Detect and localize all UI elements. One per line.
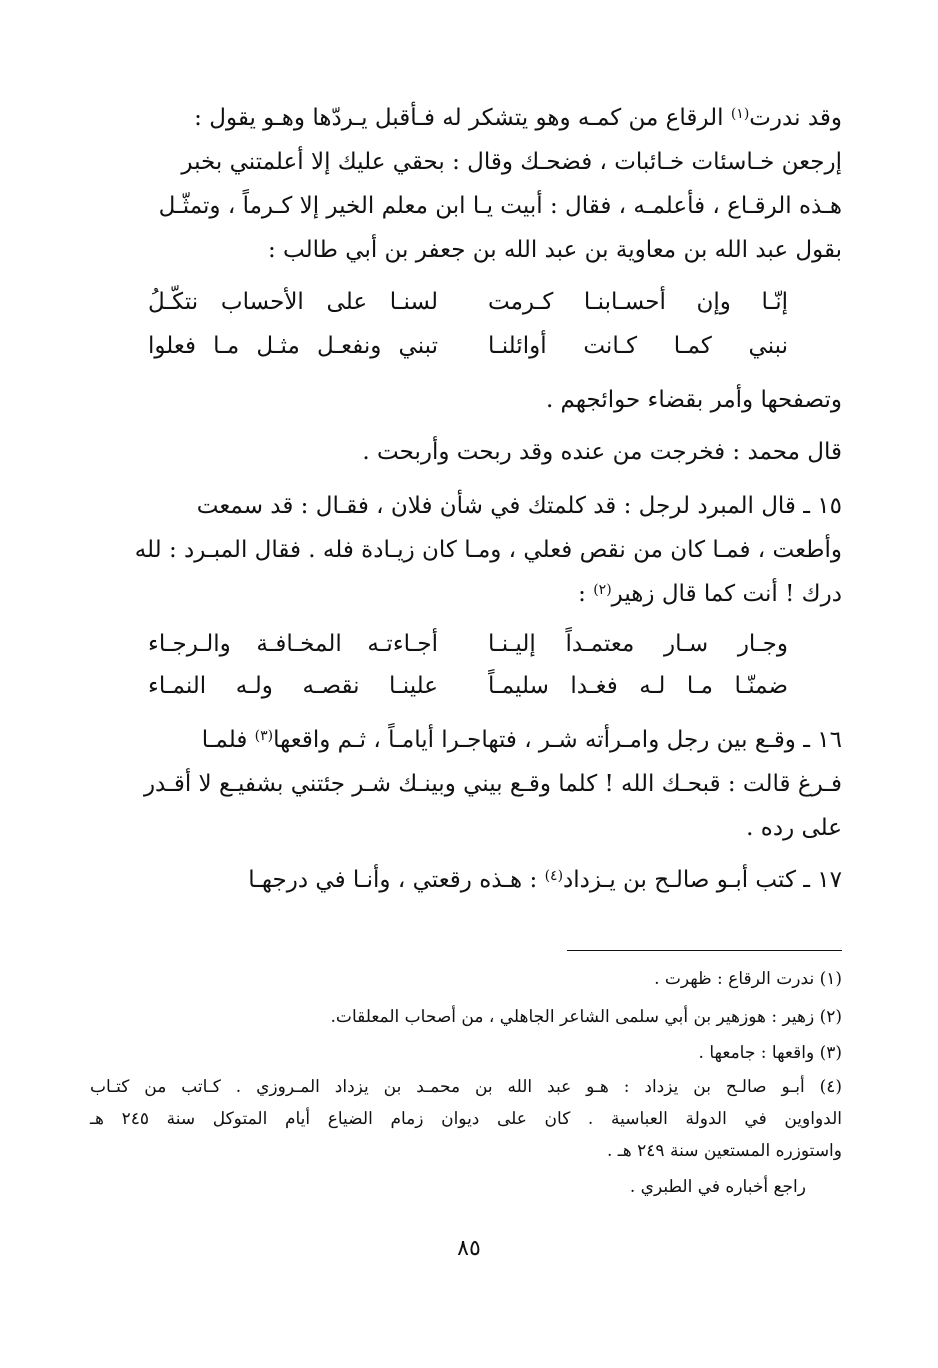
- page-number: ٨٥: [457, 1236, 481, 1261]
- footnote-continuation: واستوزره المستعين سنة ٢٤٩ هـ .: [607, 1141, 842, 1161]
- text-span: فلمـا: [201, 727, 255, 753]
- paragraph-line: [90, 572, 842, 616]
- footnote-separator: [567, 950, 842, 951]
- verse-second-hemistich: أجـاءتـه المخـافـة والـرجـاء: [148, 631, 438, 657]
- text-span: الرقاع من كمـه وهو يتشكر له فـأقبل يـردّها وهـو يقول :: [194, 105, 731, 131]
- poem-verse: [148, 280, 788, 324]
- footnote-continuation: الدواوين في الدولة العباسية . كان على ديوان زمام الضياع أيام المتوكل سنة ٢٤٥ هـ: [90, 1109, 842, 1129]
- footnote-ref[interactable]: (٢): [593, 582, 612, 598]
- footnote-ref[interactable]: (٤): [544, 868, 564, 884]
- paragraph-line: [90, 858, 842, 902]
- footnote: (١) ندرت الرقاع : ظهرت .: [654, 969, 842, 989]
- text-span: وقد ندرت: [749, 105, 842, 131]
- poem-verse: [148, 664, 788, 708]
- footnote-continuation: راجع أخباره في الطبري .: [629, 1177, 806, 1197]
- footnote: (٣) واقعها : جامعها .: [698, 1043, 842, 1063]
- footnote: (٤) أبـو صالـح بن يزداد : هـو عبد الله بن محمـد بن يزداد المـروزي . كـاتب من كتـاب: [90, 1077, 842, 1097]
- paragraph-line: وتصفحها وأمر بقضاء حوائجهم .: [545, 387, 842, 413]
- paragraph-line: إرجعن خـاسئات خـائبات ، فضحـك وقال : بحقي عليك إلا أعلمتني بخبر: [181, 149, 842, 175]
- paragraph-line: وأطعت ، فمـا كان من نقص فعلي ، ومـا كان زيـادة فله . فقال المبـرد : لله: [134, 537, 842, 563]
- paragraph-line: [90, 96, 842, 140]
- paragraph-line: على رده .: [746, 815, 842, 841]
- poem-verse: [148, 324, 788, 368]
- text-span: ١٦ ـ وقـع بين رجل وامـرأته شـر ، فتهاجـرا أيامـاً ، ثـم واقعها: [273, 727, 842, 753]
- verse-first-hemistich: ضمنّـا مـا لـه فغـدا سليمـاً: [488, 673, 788, 699]
- paragraph-line: ١٥ ـ قال المبرد لرجل : قد كلمتك في شأن فلان ، فقـال : قد سمعت: [196, 493, 842, 519]
- paragraph-line: [90, 718, 842, 762]
- text-span: درك ! أنت كما قال زهير: [611, 581, 842, 607]
- poem-verse: [148, 622, 788, 666]
- verse-first-hemistich: نبني كمـا كـانت أوائلنـا: [488, 333, 788, 359]
- paragraph-line: قال محمد : فخرجت من عنده وقد ربحت وأربحت .: [362, 439, 842, 465]
- verse-second-hemistich: علينـا نقصـه ولـه النمـاء: [148, 673, 438, 699]
- footnote: (٢) زهير : هوزهير بن أبي سلمى الشاعر الجاهلي ، من أصحاب المعلقات.: [330, 1007, 842, 1027]
- text-span: ١٧ ـ كتب أبـو صالـح بن يـزداد: [563, 867, 842, 893]
- paragraph-line: بقول عبد الله بن معاوية بن عبد الله بن جعفر بن أبي طالب :: [268, 237, 842, 263]
- text-span: : هـذه رقعتي ، وأنـا في درجهـا: [248, 867, 545, 893]
- paragraph-line: فـرغ قالت : قبحـك الله ! كلما وقـع بيني وبينـك شـر جئتني بشفيـع لا أقـدر: [143, 771, 842, 797]
- footnote-ref[interactable]: (٣): [254, 728, 274, 744]
- text-span: :: [578, 581, 594, 607]
- verse-second-hemistich: لسنـا على الأحساب نتكّـلُ: [148, 289, 438, 315]
- verse-first-hemistich: وجـار سـار معتمـداً إليـنـا: [488, 631, 788, 657]
- verse-first-hemistich: إنّـا وإن أحسـابنـا كـرمت: [488, 289, 788, 315]
- footnote-ref[interactable]: (١): [730, 106, 750, 122]
- paragraph-line: هـذه الرقـاع ، فأعلمـه ، فقال : أبيت يـا ابن معلم الخير إلا كـرماً ، وتمثّـل: [158, 193, 842, 219]
- verse-second-hemistich: تبني ونفعـل مثـل مـا فعلوا: [148, 333, 438, 359]
